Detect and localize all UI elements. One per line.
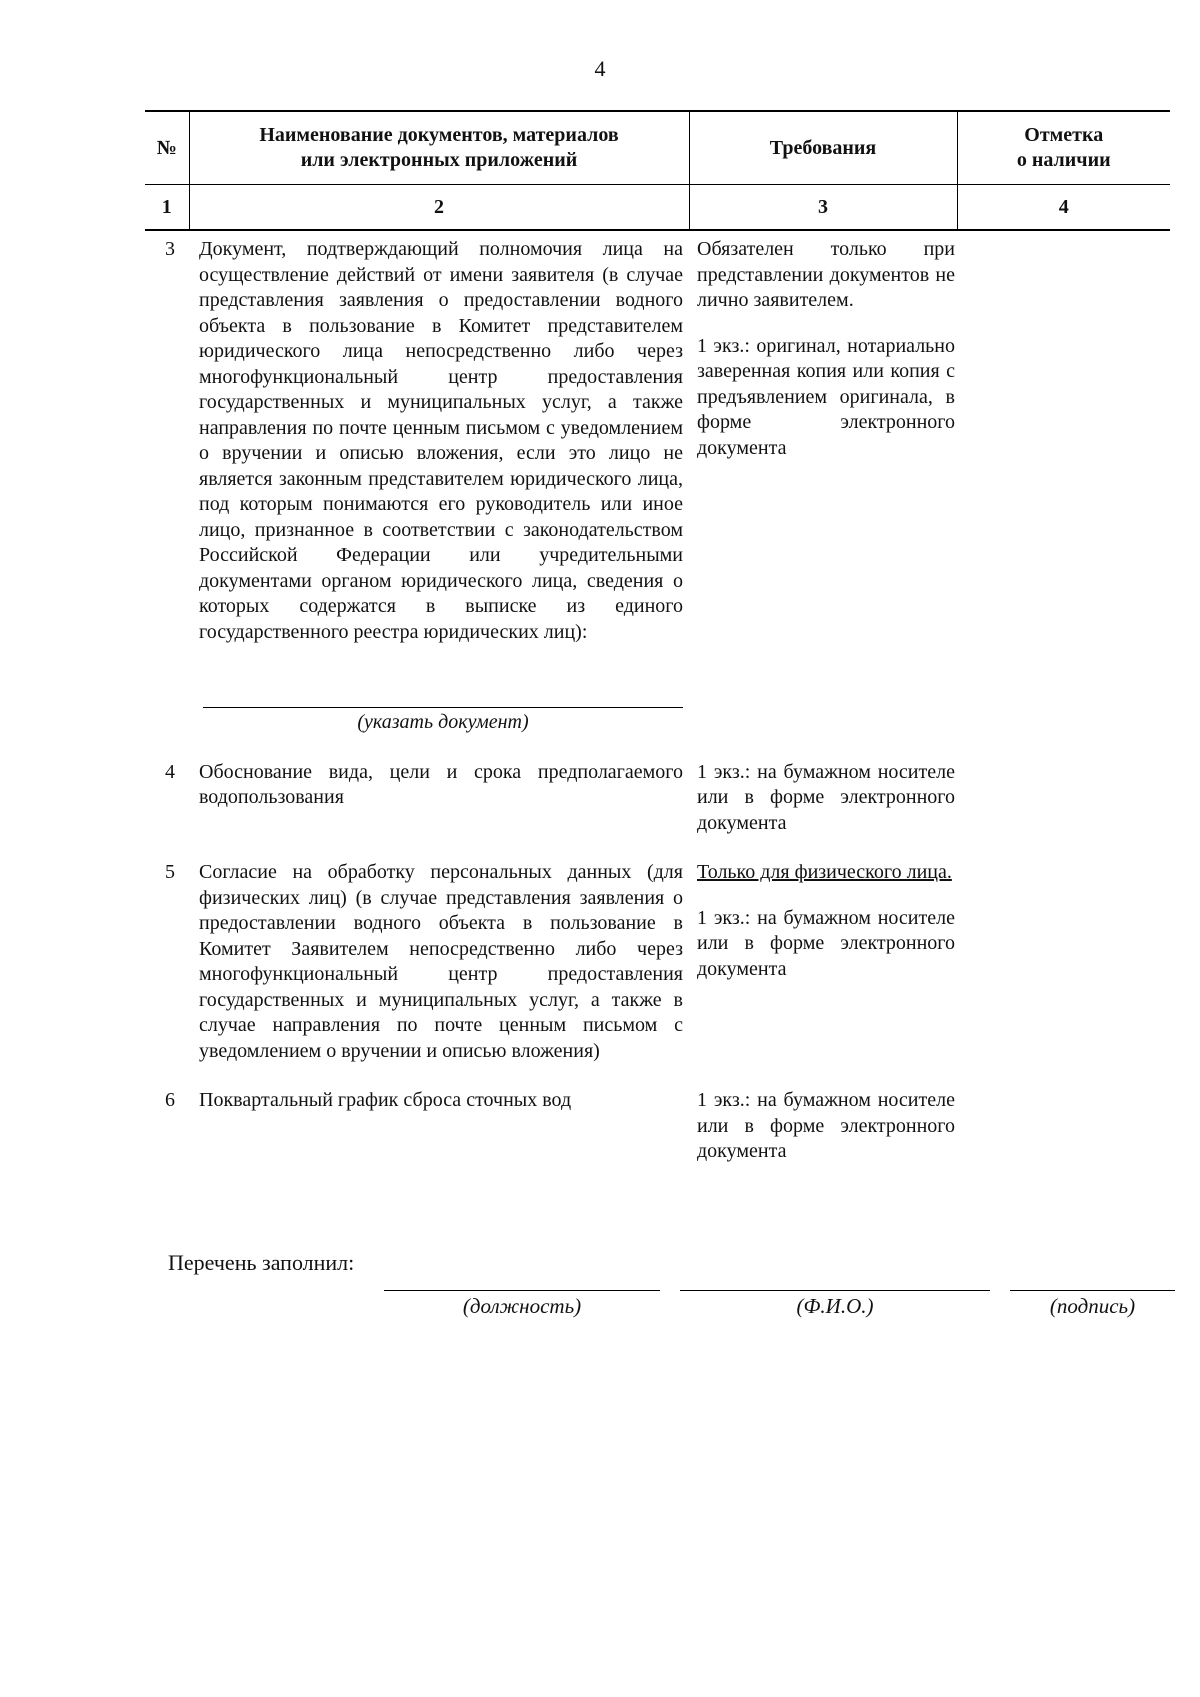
- requirement-text: 1 экз.: на бумажном носителе или в форме электронного документа: [697, 906, 955, 980]
- signature-line[interactable]: [1010, 1290, 1175, 1291]
- row-mark[interactable]: [957, 1082, 1170, 1165]
- table-header-row: [145, 111, 1170, 185]
- full-name-line[interactable]: [680, 1290, 990, 1291]
- header-name-line2: или электронных приложений: [300, 149, 578, 171]
- table-row: [145, 854, 1170, 1064]
- table-row: [145, 1082, 1170, 1165]
- page-number: 4: [594, 56, 606, 81]
- header-num: №: [145, 111, 189, 185]
- requirement-text: Обязателен только при представлении документов не лично заявителем.: [697, 238, 955, 311]
- row-number: 4: [165, 760, 175, 783]
- row-mark[interactable]: [957, 854, 1170, 1064]
- row-name: Поквартальный график сброса сточных вод: [199, 1089, 572, 1111]
- row-mark[interactable]: [957, 230, 1170, 736]
- column-number: 2: [189, 185, 689, 231]
- row-name-cell: [189, 230, 689, 736]
- table-row: [145, 754, 1170, 837]
- requirement-text: 1 экз.: оригинал, нотариально заверенная копия или копия с предъявлением оригинала, в форме электронного документа: [697, 334, 955, 459]
- row-mark[interactable]: [957, 754, 1170, 837]
- signature-caption: (подпись): [1049, 1294, 1136, 1318]
- table-row: [145, 230, 1170, 736]
- row-requirements: [689, 754, 957, 837]
- column-number: 3: [689, 185, 957, 231]
- position-line[interactable]: [384, 1290, 660, 1291]
- row-requirements: [689, 854, 957, 1064]
- filled-by-label: Перечень заполнил:: [168, 1250, 355, 1275]
- header-name: [189, 111, 689, 185]
- row-number: 5: [165, 861, 175, 883]
- full-name-caption: (Ф.И.О.): [796, 1294, 874, 1318]
- row-name: Документ, подтверждающий полномочия лица на осуществление действий от имени заявителя (в случае представления заявления о предоставлении водного объекта в пользование в Комитет представителем юридического лица непосредственно либо через многофункциональный центр предоставления государственных и муниципальных услуг, а также направления по почте ценным письмом с уведомлением о вручении и описью вложения, если это лицо не является законным представителем юридического лица, под которым понимаются его руководитель или иное лицо, признанное в соответствии с законодательством Российской Федерации или учредительными документами органом юридического лица, сведения о которых содержатся в выписке из единого государственного реестра юридических лиц):: [199, 238, 683, 643]
- row-requirements: [689, 1082, 957, 1165]
- row-number: 3: [165, 238, 175, 260]
- row-name: Обоснование вида, цели и срока предполагаемого водопользования: [199, 760, 683, 808]
- row-name: Согласие на обработку персональных данных (для физических лиц) (в случае представления заявления о предоставлении водного объекта в пользование в Комитет Заявителем непосредственно либо через многофункциональный центр предоставления государственных и муниципальных услуг, а также в случае направления по почте ценным письмом с уведомлением о вручении и описью вложения): [199, 861, 683, 1062]
- column-number: 4: [957, 185, 1170, 231]
- row-requirements: [689, 230, 957, 736]
- header-requirements: Требования: [689, 111, 957, 185]
- position-caption: (должность): [462, 1294, 582, 1318]
- document-fill-caption: (указать документ): [357, 711, 529, 733]
- header-mark: [957, 111, 1170, 185]
- column-number: 1: [145, 185, 189, 231]
- row-number: 6: [165, 1089, 175, 1111]
- header-name-line1: Наименование документов, материалов: [259, 124, 619, 146]
- documents-table: [145, 110, 1170, 1165]
- column-numbers-row: [145, 185, 1170, 231]
- requirement-note: Только для физического лица.: [697, 861, 952, 883]
- header-mark-line1: Отметка: [1024, 124, 1104, 146]
- document-fill-line[interactable]: [203, 707, 683, 708]
- header-mark-line2: о наличии: [1016, 149, 1111, 171]
- requirement-text: 1 экз.: на бумажном носителе или в форме электронного документа: [697, 760, 955, 834]
- requirement-text: 1 экз.: на бумажном носителе или в форме электронного документа: [697, 1089, 955, 1162]
